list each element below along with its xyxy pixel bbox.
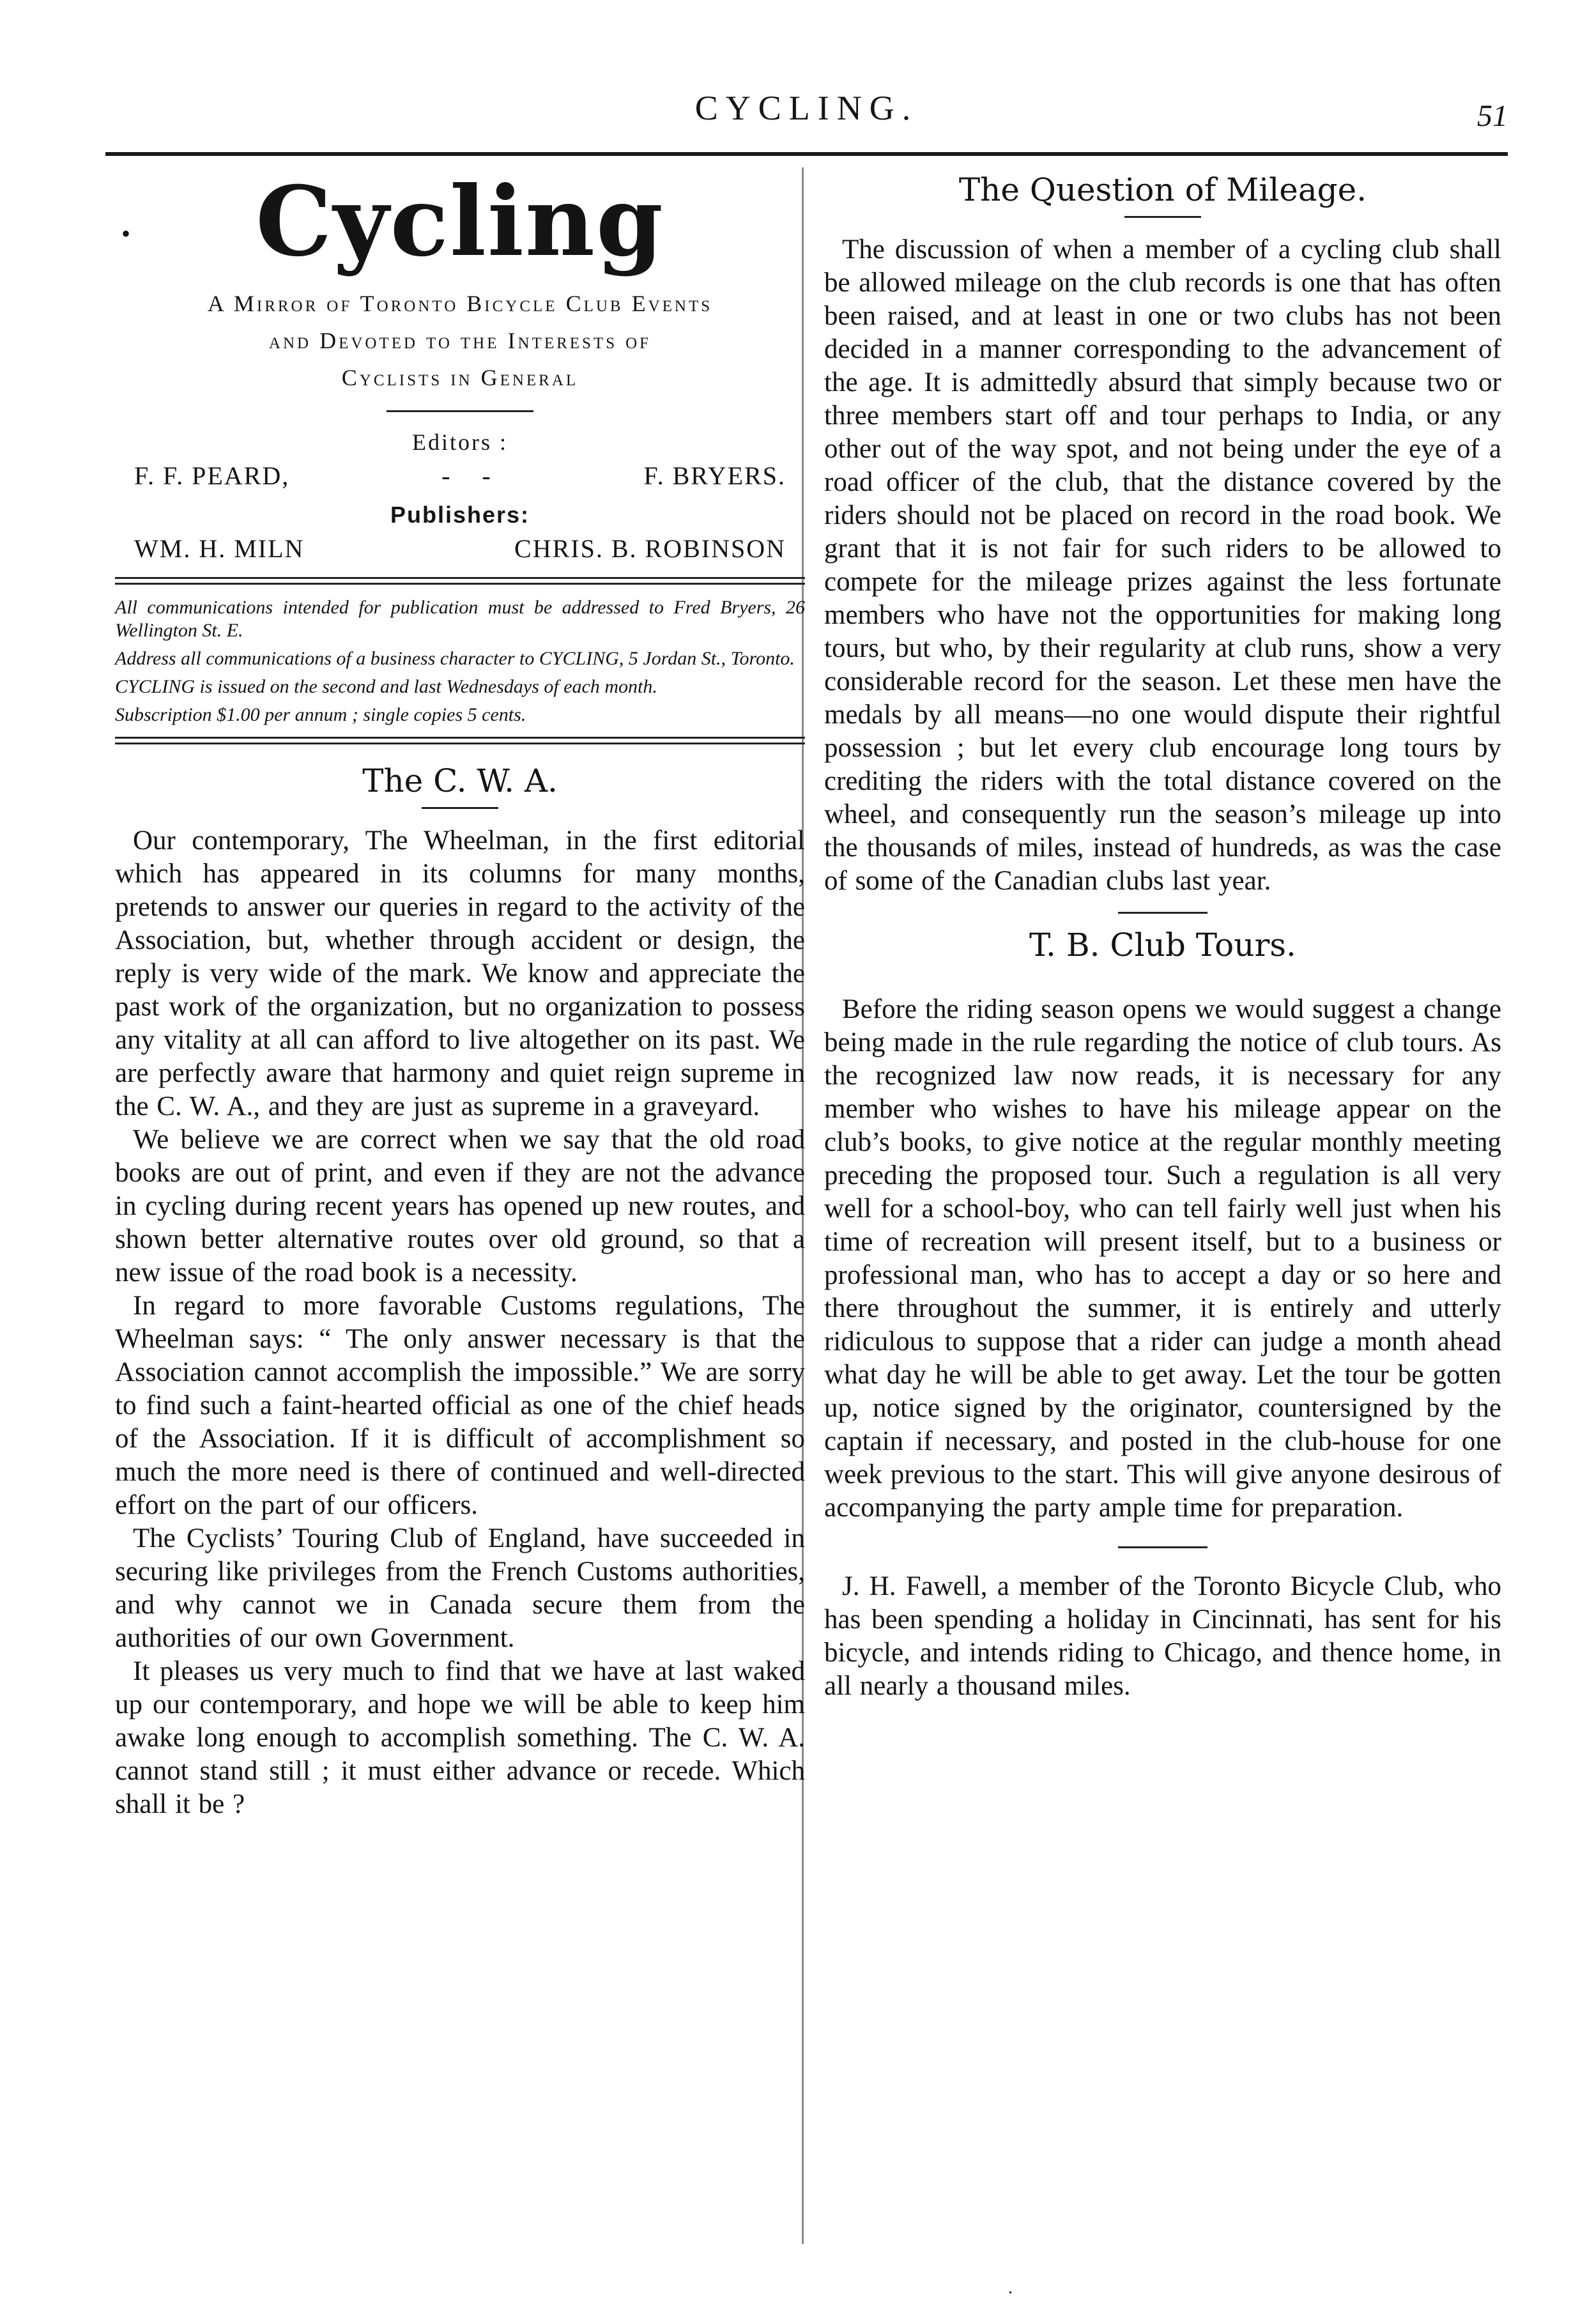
divider [1118,912,1207,914]
spacer [824,971,1501,993]
right-column [824,167,1501,1703]
editor-name: F. BRYERS. [643,461,786,490]
publisher-name: CHRIS. B. ROBINSON [514,534,786,563]
left-column [115,167,805,1821]
editors-label: Editors : [412,429,508,455]
divider [387,410,533,412]
masthead-title: Cycling [256,165,664,278]
header-rule [105,152,1508,156]
subtitle-line: A Mirror of Toronto Bicycle Club Events [207,291,713,316]
article-paragraph: Our contemporary, The Wheelman, in the first editorial which has appeared in its columns for many months, pretends to answer our queries in regard to the activity of the Association, but, whether through accident or design, the reply is very wide of the mark. We know and appreciate the past work of the organization, but no organization to possess any vitality at all can afford to live altogether on its past. We are perfectly aware that harmony and quiet reign supreme in the C. W. A., and they are just as supreme in a graveyard. [115,826,805,1121]
notice: Address all communications of a business character to CYCLING, 5 Jordan St., Toronto. [115,648,795,669]
article-title: The C. W. A. [362,762,558,799]
article-paragraph: The Cyclists’ Touring Club of England, have succeeded in securing like privileges from the French Customs authorities, and why cannot we in Canada secure them from the authorities of our own Government. [115,1523,805,1653]
running-title: CYCLING. [694,89,919,127]
page-header [105,75,1508,146]
double-rule [115,577,805,585]
subtitle-line: and Devoted to the Interests of [268,328,652,353]
bottom-mark: . [1008,2278,1013,2298]
article-paragraph: It pleases us very much to find that we have at last waked up our contemporary, and hope we will be able to keep him awake long enough to accomplish something. The C. W. A. cannot stand still ; it must either advance or recede. Which shall it be ? [115,1656,805,1819]
notice: All communications intended for publication must be addressed to Fred Bryers, 26 Wellington St. E. [115,597,805,641]
editor-name: F. F. PEARD, [134,461,290,490]
publishers-row [115,531,805,567]
news-item: J. H. Fawell, a member of the Toronto Bicycle Club, who has been spending a holiday in Cincinnati, has sent for his bicycle, and intends riding to Chicago, and thence home, in all nearly a thousand miles. [824,1571,1501,1701]
article-title: T. B. Club Tours. [1029,927,1296,964]
article-paragraph: Before the riding season opens we would suggest a change being made in the rule regarding the notice of club tours. As the recognized law now reads, it is necessary for any member who wishes to have his mileage appear on the club’s books, to give notice at the regular monthly meeting preceding the proposed tour. Such a regulation is all very well for a school-boy, who can tell fairly well just when his time of recreation will present itself, but to a business or professional man, who has to accept a day or so here and there throughout the summer, it is entirely and utterly ridiculous to suppose that a rider can judge a month ahead what day he will be able to get away. Let the tour be gotten up, notice signed by the originator, countersigned by the captain if necessary, and posted in the club-house for one week previous to the start. This will give anyone desirous of accompanying the party ample time for preparation. [824,994,1501,1523]
editor-separator: - - [441,461,492,490]
article-paragraph: We believe we are correct when we say that the old road books are out of print, and even if they are not the advance in cycling during recent years has opened up new routes, and shown better alternative routes over old ground, so that a new issue of the road book is a necessity. [115,1125,805,1288]
divider [1118,1546,1207,1548]
article-title: The Question of Mileage. [958,171,1367,208]
article-paragraph: The discussion of when a member of a cycling club shall be allowed mileage on the club records is one that has often been raised, and at least in one or two clubs has not been decided in a manner corresponding to the advancement of the age. It is admittedly absurd that simply because two or three members start off and tour perhaps to India, or any other out of the way spot, and not being under the eye of a road officer of the club, that the distance covered by the riders should not be placed on record in the road book. We grant that it is not fair for such riders to be allowed to compete for the mileage prizes against the less fortunate members who have not the opportunities for making long tours, but who, by their regularity at club runs, show a very considerable record for the season. Let these men have the medals by all means—no one would dispute their rightful possession ; but let every club encourage long tours by crediting the riders with the total distance covered on the wheel, and consequently run the season’s mileage up into the thousands of miles, instead of hundreds, as was the case of some of the Canadian clubs last year. [824,235,1501,896]
publishers-label: Publishers: [390,502,530,528]
masthead-bullet: • [121,219,131,248]
notice: CYCLING is issued on the second and last Wednesdays of each month. [115,676,657,697]
notice: Subscription $1.00 per annum ; single copies 5 cents. [115,704,526,725]
page-number: 51 [1477,99,1508,133]
editors-row [115,458,805,494]
divider [422,807,498,809]
publisher-name: WM. H. MILN [134,534,305,563]
subtitle-line: Cyclists in General [341,365,579,390]
divider [1124,216,1201,218]
masthead-subtitle [128,285,792,396]
article-paragraph: In regard to more favorable Customs regulations, The Wheelman says: “ The only answer necessary is that the Association cannot accomplish the impossible.” We are sorry to find such a faint-hearted official as one of the chief heads of the Association. If it is difficult of accomplishment so much the more need is there of continued and well-directed effort on the part of our officers. [115,1291,805,1520]
double-rule [115,737,805,744]
